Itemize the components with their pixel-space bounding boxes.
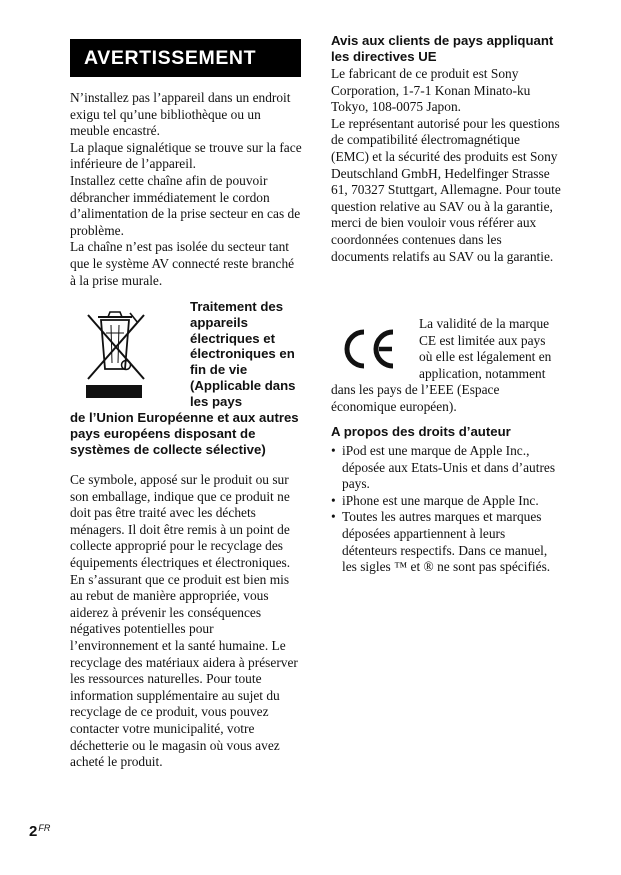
copyright-list xyxy=(331,443,561,576)
bullet: • xyxy=(331,492,336,508)
weee-body: Ce symbole, apposé sur le produit ou sur son emballage, indique que ce produit ne doit pas être traité avec les déchets ménagers. Il doit être remis à un point de collecte approprié pour le recyclage des équipements électriques et électroniques. En s’assurant que ce produit est bien mis au rebut de manière appropriée, vous aiderez à prévenir les conséquences négatives potentielles pour l’environnement et la santé humaine. Le recyclage des matériaux aidera à préserver les ressources naturelles. Pour toute information supplémentaire au sujet du recyclage de ce produit, vous pouvez contacter votre municipalité, votre déchetterie ou le magasin où vous avez acheté le produit. xyxy=(70,472,298,770)
warning-banner: AVERTISSEMENT xyxy=(70,39,301,77)
warning-paragraph: N’installez pas l’appareil dans un endroit exigu tel qu’une bibliothèque ou un meuble encastré. xyxy=(70,90,291,139)
list-item-text: iPod est une marque de Apple Inc., déposée aux Etats-Unis et dans d’autres pays. xyxy=(342,443,556,492)
list-item-text: iPhone est une marque de Apple Inc. xyxy=(342,492,539,508)
page-number-value: 2 xyxy=(29,823,38,840)
bullet: • xyxy=(331,443,336,458)
eu-notice-paragraph: Le fabricant de ce produit est Sony Corporation, 1-7-1 Konan Minato-ku Tokyo, 108-0075 Japon. xyxy=(331,66,531,115)
warning-text xyxy=(70,90,302,289)
list-item xyxy=(331,509,561,575)
ce-text-continued: dans les pays de l’EEE (Espace économique européen). xyxy=(331,382,500,414)
list-item xyxy=(331,443,561,493)
copyright-title: A propos des droits d’auteur xyxy=(331,424,511,439)
bullet: • xyxy=(331,509,336,525)
ce-text: La validité de la marque CE est limitée aux pays où elle est légalement en application, notamment xyxy=(419,316,552,381)
weee-title-continued: de l’Union Européenne et aux autres pays européens disposant de systèmes de collecte sélective) xyxy=(70,410,299,457)
eu-notice-paragraph: Le représentant autorisé pour les questions de compatibilité électromagnétique (EMC) et la sécurité des produits est Sony Deutschland GmbH, Hedelfinger Strasse 61, 70327 Stuttgart, Allemagne. Pour toute question relative au SAV ou à la garantie, merci de bien vouloir vous référer aux coordonnées contenues dans les documents relatifs au SAV ou la garantie. xyxy=(331,115,561,264)
list-item xyxy=(331,493,561,510)
eu-notice-title: Avis aux clients de pays appliquant les directives UE xyxy=(331,33,554,64)
page-number xyxy=(29,823,50,840)
warning-paragraph: La plaque signalétique se trouve sur la face inférieure de l’appareil. xyxy=(70,139,302,172)
list-item-text: Toutes les autres marques et marques déposées appartiennent à leurs détenteurs respectifs. Dans ce manuel, les sigles ™ et ® ne sont pas spécifiés. xyxy=(342,509,551,575)
warning-paragraph: La chaîne n’est pas isolée du secteur tant que le système AV connecté reste branché à la prise murale. xyxy=(70,239,295,288)
page-language: FR xyxy=(38,823,51,833)
ce-mark-icon xyxy=(339,326,401,372)
crossed-out-wheelie-bin-icon xyxy=(82,303,152,403)
weee-title: Traitement des appareils électriques et électroniques en fin de vie (Applicable dans les pays xyxy=(190,299,296,409)
eu-notice-body xyxy=(331,66,561,265)
warning-paragraph: Installez cette chaîne afin de pouvoir débrancher immédiatement le cordon d’alimentation de la prise secteur en cas de problème. xyxy=(70,172,301,238)
